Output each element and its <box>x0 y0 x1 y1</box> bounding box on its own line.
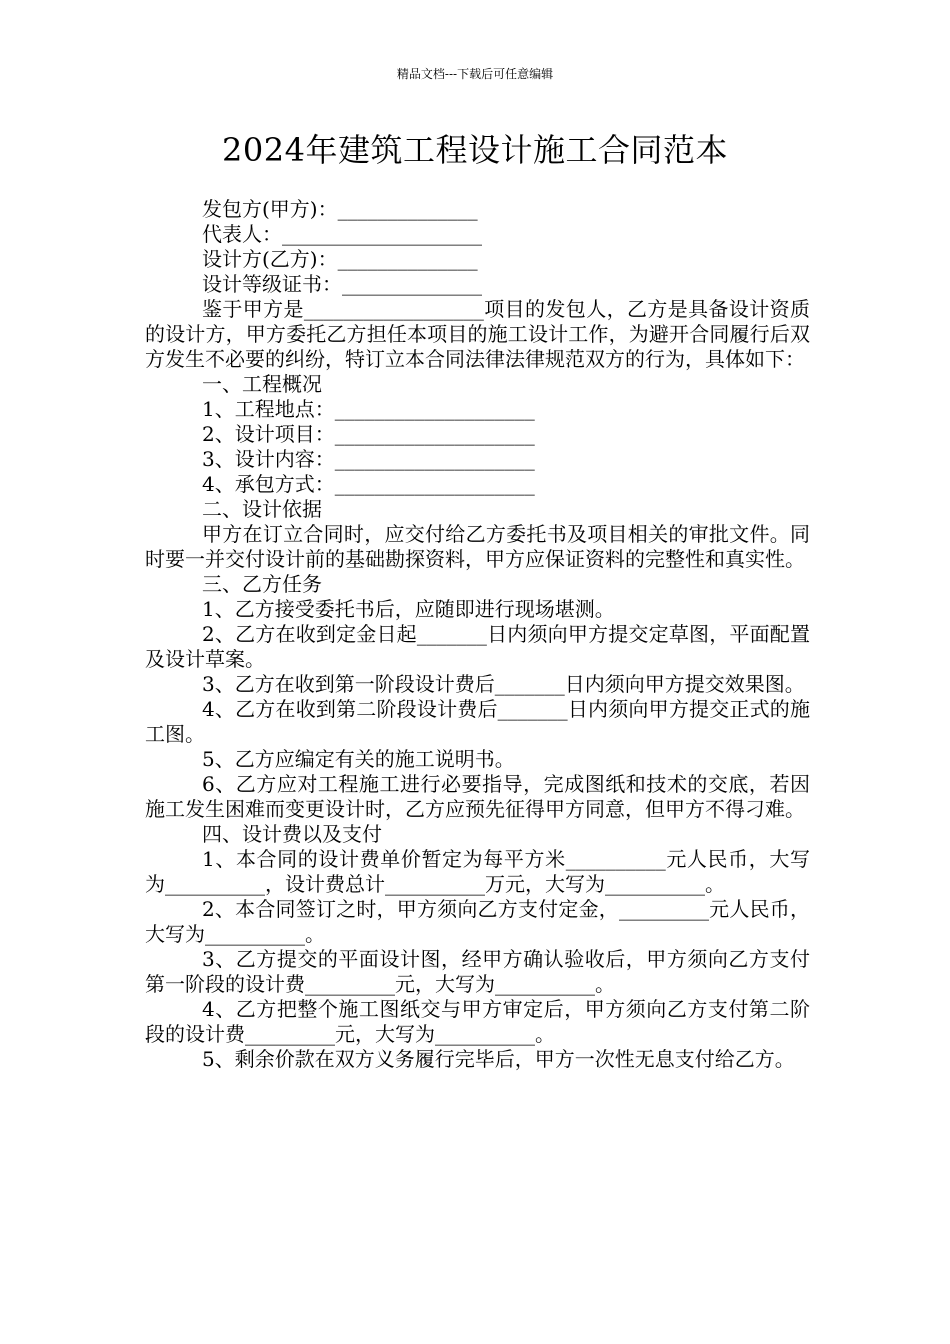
document-paragraph: 4、乙方把整个施工图纸交与甲方审定后，甲方须向乙方支付第二阶段的设计费_________元，大写为__________。 <box>145 997 810 1046</box>
document-paragraph: 4、乙方在收到第二阶段设计费后_______日内须向甲方提交正式的施工图。 <box>145 697 810 746</box>
document-line: 二、设计依据 <box>202 497 322 521</box>
document-title: 2024年建筑工程设计施工合同范本 <box>222 131 728 169</box>
document-paragraph: 6、乙方应对工程施工进行必要指导，完成图纸和技术的交底，若因施工发生困难而变更设计时，乙方应预先征得甲方同意，但甲方不得刁难。 <box>145 772 810 821</box>
document-paragraph: 1、本合同的设计费单价暂定为每平方米__________元人民币，大写为__________，设计费总计__________万元，大写为__________。 <box>145 847 810 896</box>
page-header: 精品文档---下载后可任意编辑 <box>396 67 554 81</box>
document-line: 四、设计费以及支付 <box>202 822 382 846</box>
document-line: 设计方(乙方)：______________ <box>202 247 478 271</box>
document-line: 2、设计项目：____________________ <box>202 422 535 446</box>
document-paragraph: 鉴于甲方是__________________项目的发包人，乙方是具备设计资质的设计方，甲方委托乙方担任本项目的施工设计工作，为避开合同履行后双方发生不必要的纠纷，特订立本合同法律法律规范双方的行为，具体如下： <box>145 297 810 371</box>
document-paragraph: 2、本合同签订之时，甲方须向乙方支付定金，_________元人民币，大写为__________。 <box>145 897 810 946</box>
document-line: 3、设计内容：____________________ <box>202 447 535 471</box>
document-line: 1、工程地点：____________________ <box>202 397 535 421</box>
document-paragraph: 2、乙方在收到定金日起_______日内须向甲方提交定草图，平面配置及设计草案。 <box>145 622 810 671</box>
document-paragraph: 3、乙方在收到第一阶段设计费后_______日内须向甲方提交效果图。 <box>202 672 805 696</box>
document-line: 4、承包方式：____________________ <box>202 472 535 496</box>
document-paragraph: 甲方在订立合同时，应交付给乙方委托书及项目相关的审批文件。同时要一并交付设计前的基础勘探资料，甲方应保证资料的完整性和真实性。 <box>145 522 810 571</box>
document-line: 代表人：____________________ <box>202 222 482 246</box>
document-line: 1、乙方接受委托书后，应随即进行现场堪测。 <box>202 597 615 621</box>
document-line: 三、乙方任务 <box>202 572 322 596</box>
document-line: 一、工程概况 <box>202 372 322 396</box>
document-paragraph: 3、乙方提交的平面设计图，经甲方确认验收后，甲方须向乙方支付第一阶段的设计费_________元，大写为__________。 <box>145 947 810 996</box>
document-line: 5、乙方应编定有关的施工说明书。 <box>202 747 515 771</box>
document-body <box>145 197 810 1072</box>
document-line: 发包方(甲方)：______________ <box>202 197 478 221</box>
document-line: 设计等级证书：______________ <box>202 272 482 296</box>
document-paragraph: 5、剩余价款在双方义务履行完毕后，甲方一次性无息支付给乙方。 <box>202 1047 795 1071</box>
